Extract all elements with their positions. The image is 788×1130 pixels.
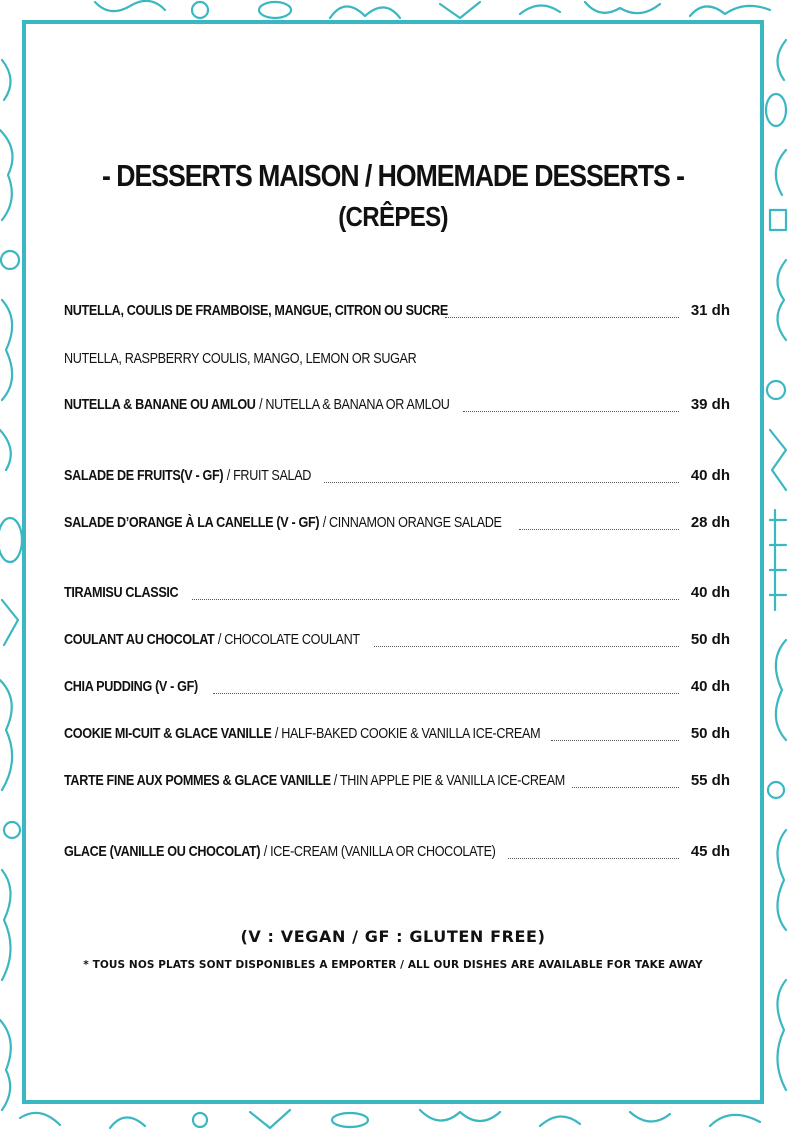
menu-item-ice-cream bbox=[64, 843, 730, 867]
dot-leader bbox=[572, 787, 678, 788]
item-price: 40 dh bbox=[690, 584, 730, 601]
menu-item-fruit-salad bbox=[64, 467, 730, 491]
item-name-fr: TIRAMISU CLASSIC bbox=[64, 584, 179, 601]
item-name-fr: SALADE D’ORANGE À LA CANELLE (V - GF) bbox=[64, 514, 320, 531]
dot-leader bbox=[463, 411, 679, 412]
dot-leader bbox=[445, 317, 679, 318]
item-name-fr: TARTE FINE AUX POMMES & GLACE VANILLE bbox=[64, 772, 334, 789]
item-name-en: / HALF-BAKED COOKIE & VANILLA ICE-CREAM bbox=[274, 725, 541, 742]
item-name bbox=[64, 678, 198, 695]
item-name-fr: NUTELLA, COULIS DE FRAMBOISE, MANGUE, CITRON OU SUCRE bbox=[64, 302, 448, 319]
item-price: 40 dh bbox=[690, 678, 730, 695]
dot-leader bbox=[213, 693, 678, 694]
menu-title: - DESSERTS MAISON / HOMEMADE DESSERTS - bbox=[102, 158, 684, 193]
item-name-fr: COULANT AU CHOCOLAT bbox=[64, 631, 215, 648]
item-price: 50 dh bbox=[690, 725, 730, 742]
item-name-en: / CINNAMON ORANGE SALADE bbox=[322, 514, 502, 531]
item-name-en: / NUTELLA & BANANA OR AMLOU bbox=[259, 396, 450, 413]
menu-item-tiramisu bbox=[64, 584, 730, 608]
item-name-fr: CHIA PUDDING (V - GF) bbox=[64, 678, 198, 695]
item-name bbox=[64, 302, 448, 319]
menu-item-chia-pudding bbox=[64, 678, 730, 702]
menu-item-orange-salad bbox=[64, 514, 730, 538]
diet-legend: (V : VEGAN / GF : GLUTEN FREE) bbox=[240, 927, 546, 946]
dot-leader bbox=[508, 858, 679, 859]
menu-card bbox=[22, 20, 764, 1104]
item-price: 39 dh bbox=[690, 396, 730, 413]
menu-item-crepe-translation bbox=[64, 350, 730, 367]
item-price: 45 dh bbox=[690, 843, 730, 860]
dot-leader bbox=[551, 740, 679, 741]
dot-leader bbox=[192, 599, 679, 600]
translation-text: NUTELLA, RASPBERRY COULIS, MANGO, LEMON OR SUGAR bbox=[64, 350, 417, 367]
menu-item-cookie bbox=[64, 725, 730, 749]
menu-item-chocolate-coulant bbox=[64, 631, 730, 655]
item-name-fr: GLACE (VANILLE OU CHOCOLAT) bbox=[64, 843, 261, 860]
item-name bbox=[64, 584, 178, 601]
item-name-en: / CHOCOLATE COULANT bbox=[217, 631, 360, 648]
menu-subtitle: (CRÊPES) bbox=[338, 201, 448, 232]
item-price: 28 dh bbox=[690, 514, 730, 531]
item-name-fr: SALADE DE FRUITS(V - GF) bbox=[64, 467, 224, 484]
dot-leader bbox=[324, 482, 679, 483]
item-name bbox=[64, 631, 360, 648]
dot-leader bbox=[374, 646, 679, 647]
item-name bbox=[64, 772, 565, 789]
item-name bbox=[64, 467, 311, 484]
item-price: 31 dh bbox=[690, 302, 730, 319]
item-name-en: / ICE-CREAM (VANILLA OR CHOCOLATE) bbox=[263, 843, 496, 860]
item-price: 40 dh bbox=[690, 467, 730, 484]
item-name bbox=[64, 725, 540, 742]
item-price: 55 dh bbox=[690, 772, 730, 789]
menu-item-crepe-banana bbox=[64, 396, 730, 420]
item-name bbox=[64, 396, 450, 413]
item-name-en: / FRUIT SALAD bbox=[226, 467, 312, 484]
item-name-en: / THIN APPLE PIE & VANILLA ICE-CREAM bbox=[333, 772, 565, 789]
item-name bbox=[64, 514, 502, 531]
dot-leader bbox=[519, 529, 679, 530]
item-name bbox=[64, 843, 495, 860]
item-name-fr: COOKIE MI-CUIT & GLACE VANILLE bbox=[64, 725, 272, 742]
menu-item-apple-pie bbox=[64, 772, 730, 796]
item-price: 50 dh bbox=[690, 631, 730, 648]
menu-item-crepe-classic bbox=[64, 302, 730, 326]
takeaway-note: * TOUS NOS PLATS SONT DISPONIBLES A EMPORTER / ALL OUR DISHES ARE AVAILABLE FOR TAKE AWAY bbox=[83, 959, 703, 971]
item-name-fr: NUTELLA & BANANE OU AMLOU bbox=[64, 396, 256, 413]
